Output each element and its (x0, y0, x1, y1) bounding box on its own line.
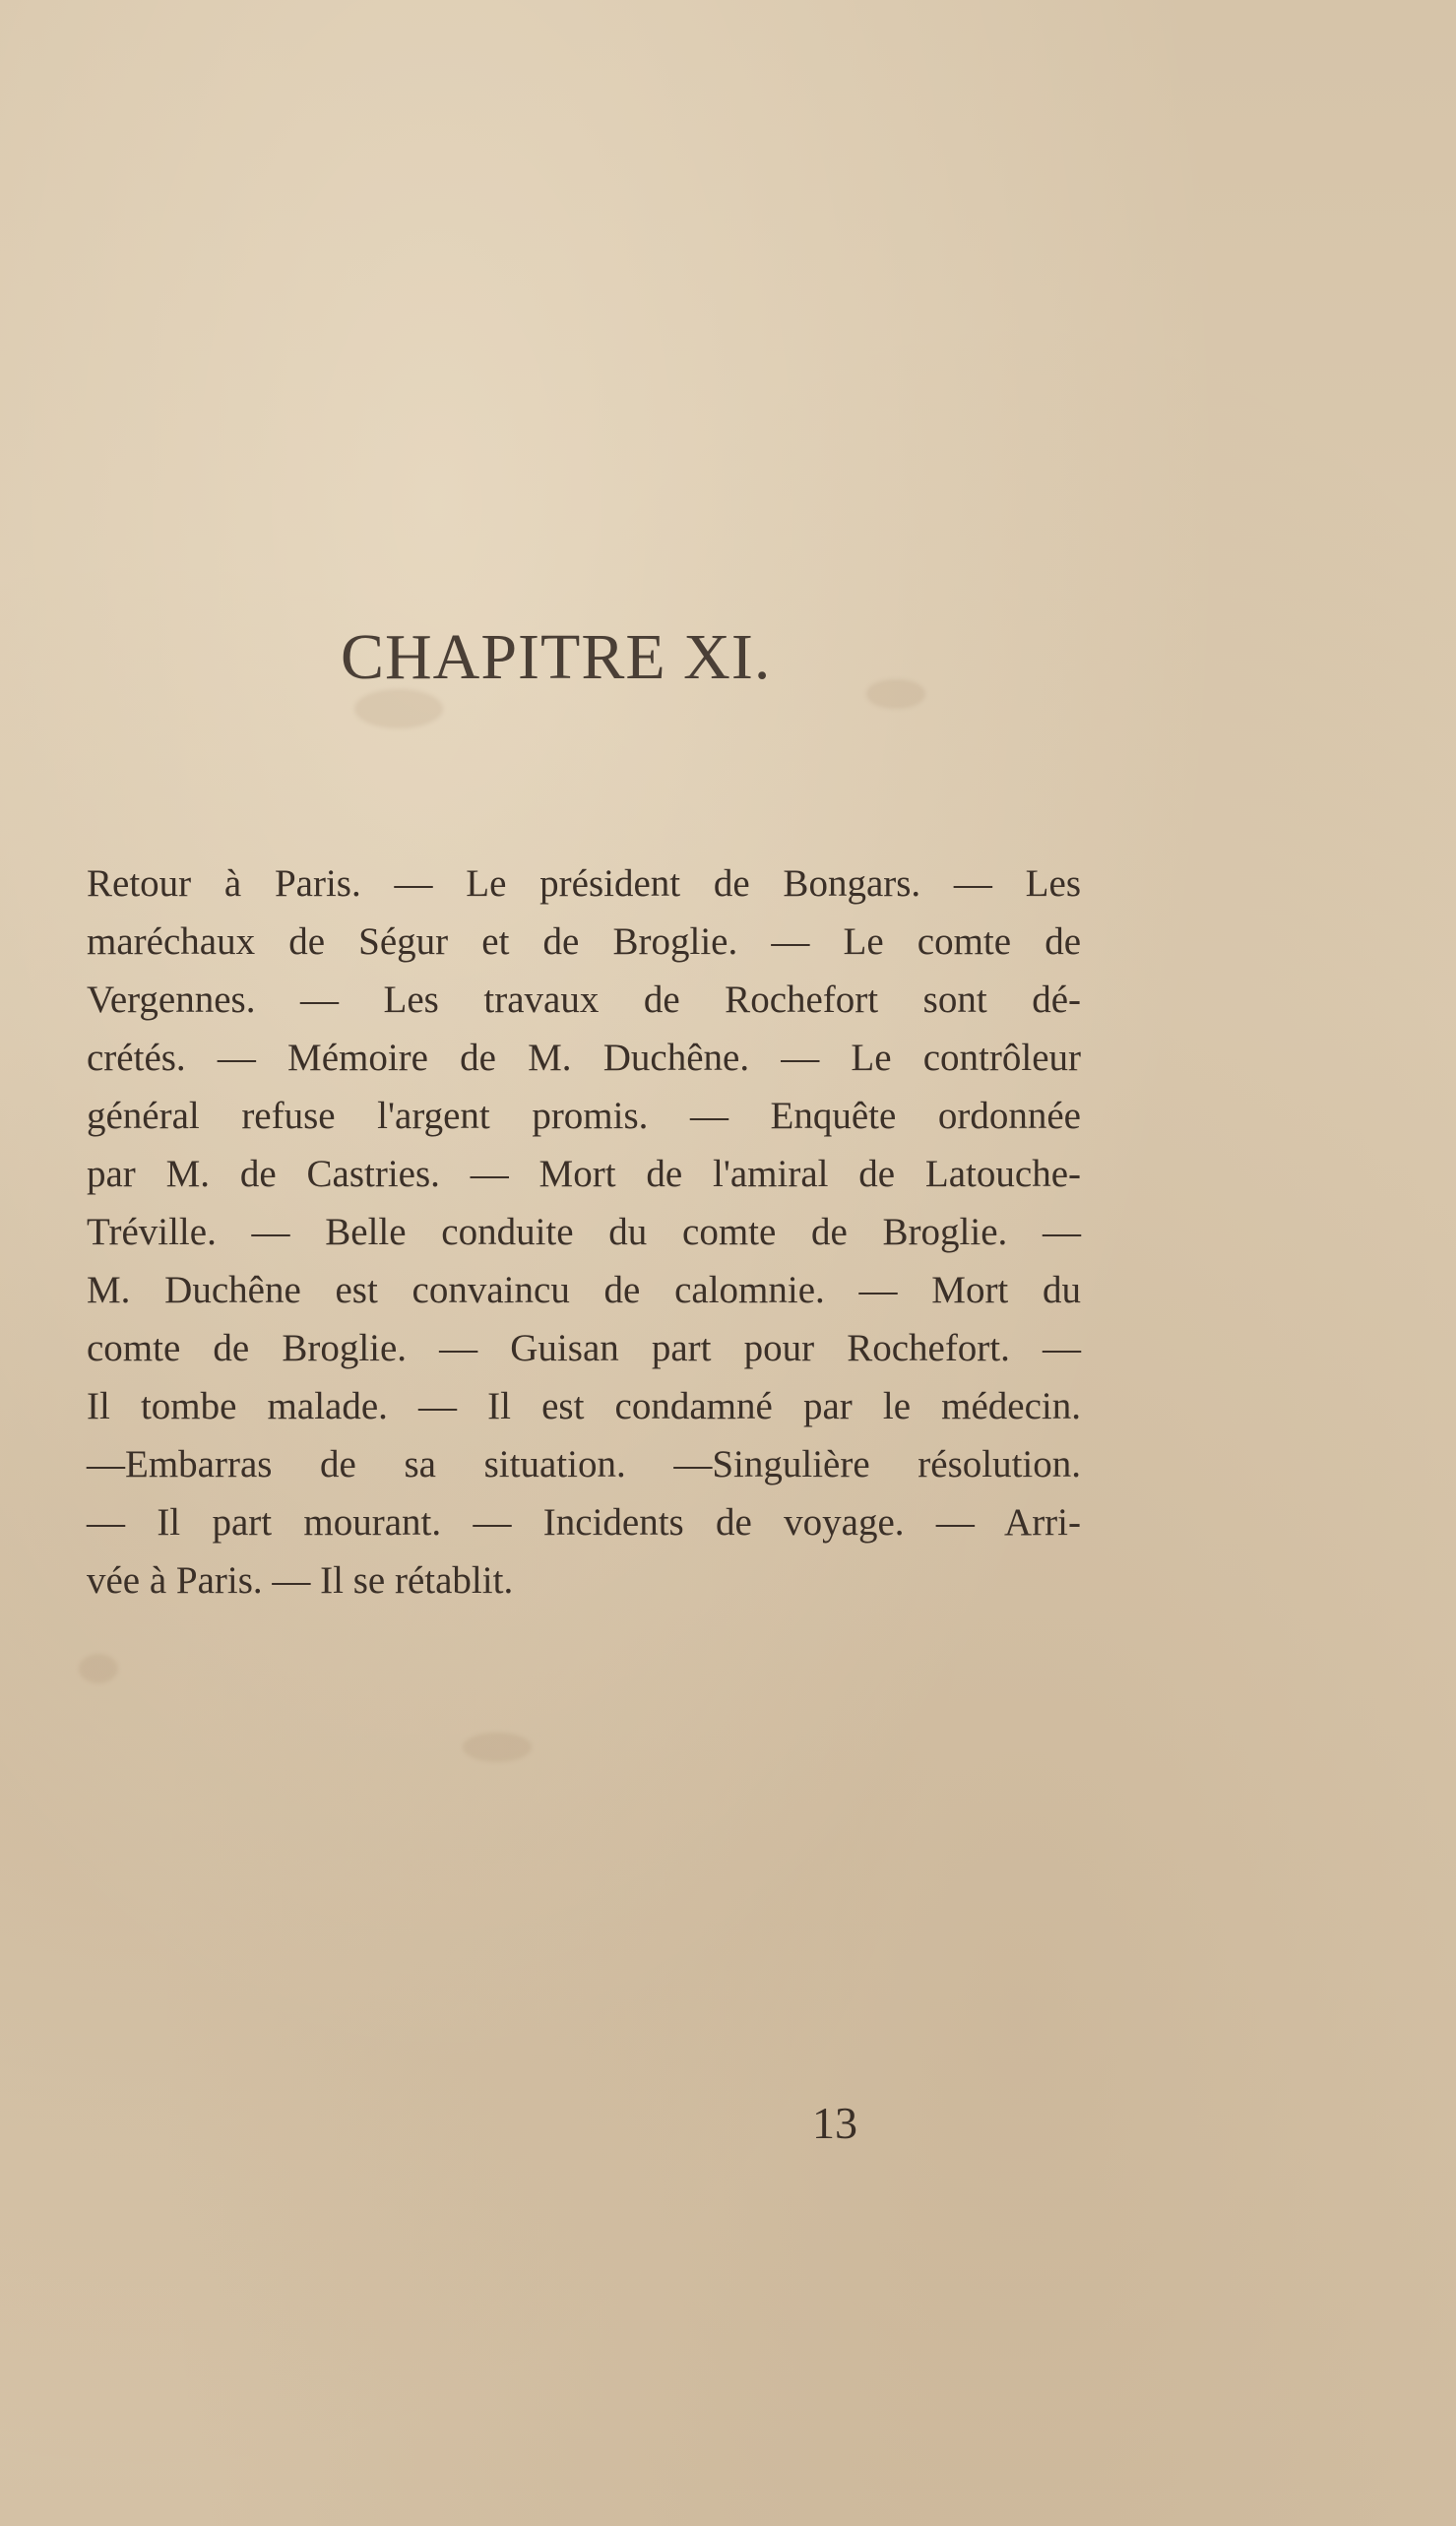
paper-stain (866, 679, 925, 709)
summary-line: général refuse l'argent promis. — Enquête ordonnée (87, 1095, 1081, 1137)
chapter-title: CHAPITRE XI. (341, 621, 772, 693)
paper-stain (463, 1733, 532, 1762)
summary-line: —Embarras de sa situation. —Singulière résolution. (87, 1443, 1081, 1485)
summary-line: Il tombe malade. — Il est condamné par le médecin. (87, 1385, 1081, 1427)
summary-line: crétés. — Mémoire de M. Duchêne. — Le contrôleur (87, 1037, 1081, 1079)
summary-line: Retour à Paris. — Le président de Bongars. — Les (87, 862, 1081, 905)
paper-stain (79, 1654, 118, 1683)
summary-line: comte de Broglie. — Guisan part pour Rochefort. — (87, 1327, 1081, 1369)
summary-line: Tréville. — Belle conduite du comte de Broglie. — (87, 1211, 1081, 1253)
summary-line: par M. de Castries. — Mort de l'amiral de Latouche- (87, 1153, 1081, 1195)
summary-line: maréchaux de Ségur et de Broglie. — Le comte de (87, 920, 1081, 963)
chapter-summary (87, 854, 1081, 1610)
summary-line: — Il part mourant. — Incidents de voyage. — Arri- (87, 1501, 1081, 1544)
page-number: 13 (812, 2098, 857, 2148)
summary-line: Vergennes. — Les travaux de Rochefort sont dé- (87, 979, 1081, 1021)
paper-stain (354, 689, 443, 728)
summary-line: M. Duchêne est convaincu de calomnie. — Mort du (87, 1269, 1081, 1311)
summary-line: vée à Paris. — Il se rétablit. (87, 1559, 514, 1602)
